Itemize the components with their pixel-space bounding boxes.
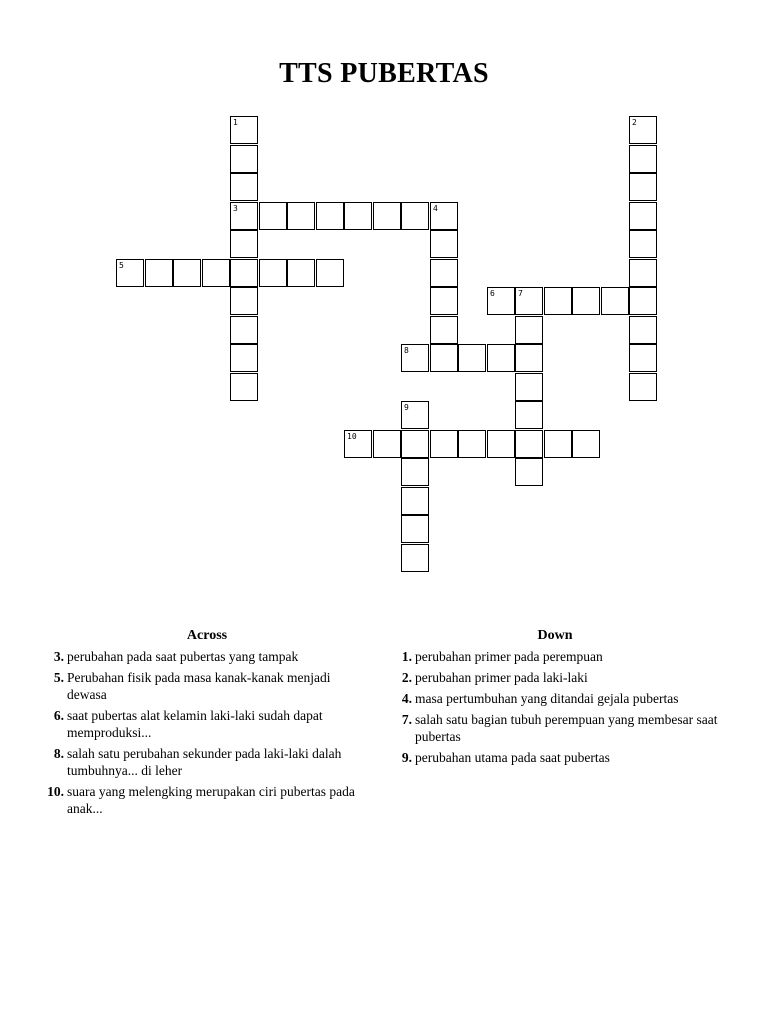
grid-cell[interactable] <box>430 430 458 458</box>
grid-cell[interactable] <box>230 173 258 201</box>
grid-cell[interactable] <box>629 259 657 287</box>
across-clue <box>42 745 372 779</box>
across-clue <box>42 669 372 703</box>
down-clue <box>390 648 720 665</box>
grid-cell[interactable] <box>629 287 657 315</box>
down-clues <box>390 627 720 770</box>
clue-text: saat pubertas alat kelamin laki-laki sudah dapat memproduksi... <box>67 708 323 740</box>
grid-cell[interactable] <box>629 373 657 401</box>
down-clue <box>390 690 720 707</box>
across-clues <box>42 627 372 821</box>
grid-cell[interactable] <box>401 202 429 230</box>
grid-cell[interactable] <box>458 344 486 372</box>
grid-cell[interactable] <box>230 373 258 401</box>
clue-number: 4. <box>401 691 412 706</box>
clue-text: salah satu perubahan sekunder pada laki-laki dalah tumbuhnya... di leher <box>67 746 342 778</box>
grid-cell[interactable] <box>230 316 258 344</box>
grid-cell[interactable] <box>515 287 543 315</box>
grid-cell[interactable] <box>458 430 486 458</box>
cell-number: 3 <box>233 204 238 213</box>
grid-cell[interactable] <box>430 316 458 344</box>
cell-number: 7 <box>518 289 523 298</box>
across-heading: Across <box>186 628 228 643</box>
grid-cell[interactable] <box>401 430 429 458</box>
grid-cell[interactable] <box>230 344 258 372</box>
grid-cell[interactable] <box>544 287 572 315</box>
grid-cell[interactable] <box>145 259 173 287</box>
grid-cell[interactable] <box>515 401 543 429</box>
grid-cell[interactable] <box>629 202 657 230</box>
cell-number: 8 <box>404 346 409 355</box>
grid-cell[interactable] <box>202 259 230 287</box>
grid-cell[interactable] <box>116 259 144 287</box>
grid-cell[interactable] <box>515 430 543 458</box>
grid-cell[interactable] <box>430 344 458 372</box>
grid-cell[interactable] <box>316 202 344 230</box>
grid-cell[interactable] <box>259 202 287 230</box>
grid-cell[interactable] <box>401 458 429 486</box>
clue-number: 10. <box>47 784 64 799</box>
grid-cell[interactable] <box>316 259 344 287</box>
cell-number: 10 <box>347 432 357 441</box>
across-clue <box>42 783 372 817</box>
grid-cell[interactable] <box>572 430 600 458</box>
down-clue <box>390 711 720 745</box>
grid-cell[interactable] <box>629 316 657 344</box>
cell-number: 1 <box>233 118 238 127</box>
grid-cell[interactable] <box>230 145 258 173</box>
grid-cell[interactable] <box>344 202 372 230</box>
grid-cell[interactable] <box>230 287 258 315</box>
grid-cell[interactable] <box>173 259 201 287</box>
grid-cell[interactable] <box>629 145 657 173</box>
down-clue <box>390 749 720 766</box>
clue-text: masa pertumbuhan yang ditandai gejala pubertas <box>415 691 679 706</box>
grid-cell[interactable] <box>230 116 258 144</box>
clue-text: perubahan primer pada perempuan <box>415 649 603 664</box>
grid-cell[interactable] <box>401 401 429 429</box>
grid-cell[interactable] <box>344 430 372 458</box>
grid-cell[interactable] <box>601 287 629 315</box>
clue-text: perubahan utama pada saat pubertas <box>415 750 610 765</box>
grid-cell[interactable] <box>259 259 287 287</box>
clue-text: perubahan primer pada laki-laki <box>415 670 588 685</box>
clue-number: 1. <box>401 649 412 664</box>
grid-cell[interactable] <box>430 287 458 315</box>
across-clue <box>42 707 372 741</box>
clue-number: 9. <box>401 750 412 765</box>
grid-cell[interactable] <box>515 344 543 372</box>
cell-number: 2 <box>632 118 637 127</box>
across-clue <box>42 648 372 665</box>
grid-cell[interactable] <box>230 259 258 287</box>
grid-cell[interactable] <box>401 515 429 543</box>
grid-cell[interactable] <box>629 344 657 372</box>
cell-number: 6 <box>490 289 495 298</box>
page-title: TTS PUBERTAS <box>279 58 489 89</box>
grid-cell[interactable] <box>287 259 315 287</box>
grid-cell[interactable] <box>430 202 458 230</box>
grid-cell[interactable] <box>230 230 258 258</box>
grid-cell[interactable] <box>373 430 401 458</box>
grid-cell[interactable] <box>401 487 429 515</box>
clue-number: 8. <box>53 746 64 761</box>
grid-cell[interactable] <box>572 287 600 315</box>
grid-cell[interactable] <box>629 173 657 201</box>
grid-cell[interactable] <box>401 544 429 572</box>
cell-number: 9 <box>404 403 409 412</box>
grid-cell[interactable] <box>230 202 258 230</box>
cell-number: 4 <box>433 204 438 213</box>
clue-text: Perubahan fisik pada masa kanak-kanak menjadi dewasa <box>67 670 331 702</box>
grid-cell[interactable] <box>430 259 458 287</box>
grid-cell[interactable] <box>629 230 657 258</box>
grid-cell[interactable] <box>373 202 401 230</box>
clue-number: 3. <box>53 649 64 664</box>
grid-cell[interactable] <box>629 116 657 144</box>
clue-number: 7. <box>401 712 412 727</box>
down-clue <box>390 669 720 686</box>
grid-cell[interactable] <box>430 230 458 258</box>
clue-text: suara yang melengking merupakan ciri pubertas pada anak... <box>67 784 355 816</box>
clue-number: 5. <box>53 670 64 685</box>
clue-number: 2. <box>401 670 412 685</box>
grid-cell[interactable] <box>401 344 429 372</box>
grid-cell[interactable] <box>487 344 515 372</box>
grid-cell[interactable] <box>487 430 515 458</box>
grid-cell[interactable] <box>515 458 543 486</box>
clue-number: 6. <box>53 708 64 723</box>
grid-cell[interactable] <box>487 287 515 315</box>
down-heading: Down <box>537 628 573 643</box>
cell-number: 5 <box>119 261 124 270</box>
grid-cell[interactable] <box>544 430 572 458</box>
clue-text: salah satu bagian tubuh perempuan yang membesar saat pubertas <box>415 712 718 744</box>
clue-text: perubahan pada saat pubertas yang tampak <box>67 649 299 664</box>
grid-cell[interactable] <box>515 316 543 344</box>
grid-cell[interactable] <box>515 373 543 401</box>
grid-cell[interactable] <box>287 202 315 230</box>
